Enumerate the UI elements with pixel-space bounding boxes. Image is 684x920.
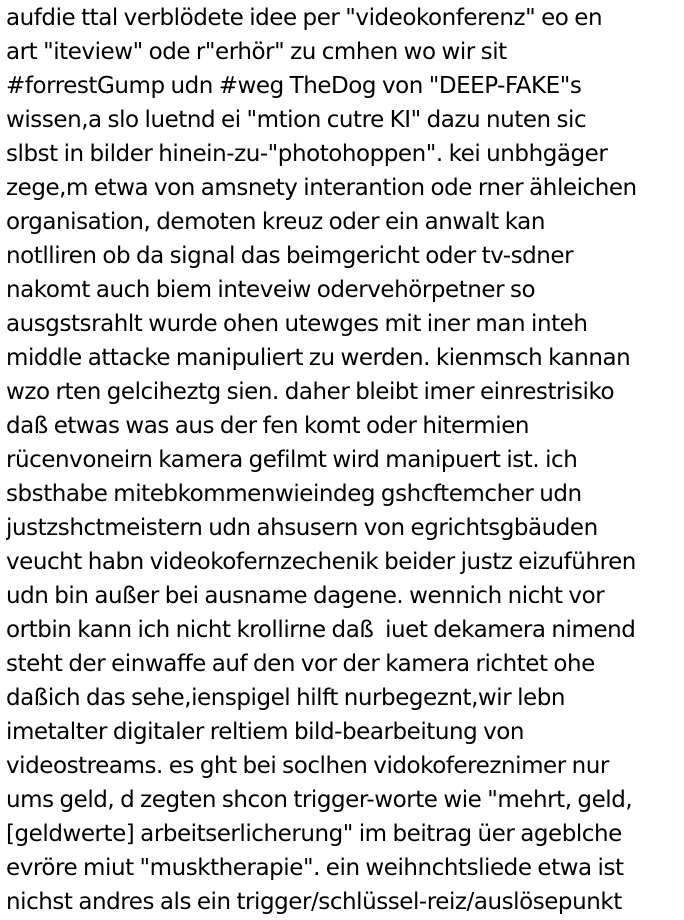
text-line: zege,m etwa von amsnety interantion ode rner ähleichen: [6, 175, 637, 201]
text-line: wzo rten gelciheztg sien. daher bleibt imer einrestrisiko: [6, 379, 615, 405]
text-line: art "iteview" ode r"erhör" zu cmhen wo wir sit: [6, 39, 507, 65]
text-line: udn bin außer bei ausname dagene. wennich nicht vor: [6, 583, 605, 609]
text-line: #forrestGump udn #weg TheDog von "DEEP-FAKE"s: [6, 73, 582, 99]
text-line: [geldwerte] arbeitserlicherung" im beitrag üer ageblche: [6, 821, 622, 847]
text-line: nichst andres als ein trigger/schlüssel-reiz/auslösepunkt: [6, 889, 622, 915]
text-line: daßich das sehe,ienspigel hilft nurbegeznt,wir lebn: [6, 685, 566, 711]
text-line: veucht habn videokofernzechenik beider justz eizuführen: [6, 549, 636, 575]
text-line: videostreams. es ght bei soclhen vidokofereznimer nur: [6, 753, 609, 779]
text-line: ortbin kann ich nicht krollirne daß iuet dekamera nimend: [6, 617, 636, 643]
text-line: middle attacke manipuliert zu werden. kienmsch kannan: [6, 345, 631, 371]
text-line: nakomt auch biem inteveiw odervehörpetner so: [6, 277, 536, 303]
text-line: daß etwas was aus der fen komt oder hitermien: [6, 413, 530, 439]
text-line: justzshctmeistern udn ahsusern von egrichtsgbäuden: [6, 515, 598, 541]
text-line: slbst in bilder hinein-zu-"photohoppen". kei unbhgäger: [6, 141, 608, 167]
text-line: steht der einwaffe auf den vor der kamera richtet ohe: [6, 651, 595, 677]
text-line: imetalter digitaler reltiem bild-bearbeitung von: [6, 719, 525, 745]
text-line: wissen,a slo luetnd ei "mtion cutre KI" dazu nuten sic: [6, 107, 587, 133]
text-line: sbsthabe mitebkommenwieindeg gshcftemcher udn: [6, 481, 582, 507]
text-line: ums geld, d zegten shcon trigger-worte wie "mehrt, geld,: [6, 787, 633, 813]
text-line: ausgstsrahlt wurde ohen utewges mit iner man inteh: [6, 311, 588, 337]
text-line: evröre miut "musktherapie". ein weihnchtsliede etwa ist: [6, 855, 624, 881]
text-line: notlliren ob da signal das beimgericht oder tv-sdner: [6, 243, 574, 269]
text-line: organisation, demoten kreuz oder ein anwalt kan: [6, 209, 545, 235]
text-line: aufdie ttal verblödete idee per "videokonferenz" eo en: [6, 5, 603, 31]
text-line: rücenvoneirn kamera gefilmt wird manipuert ist. ich: [6, 447, 578, 473]
